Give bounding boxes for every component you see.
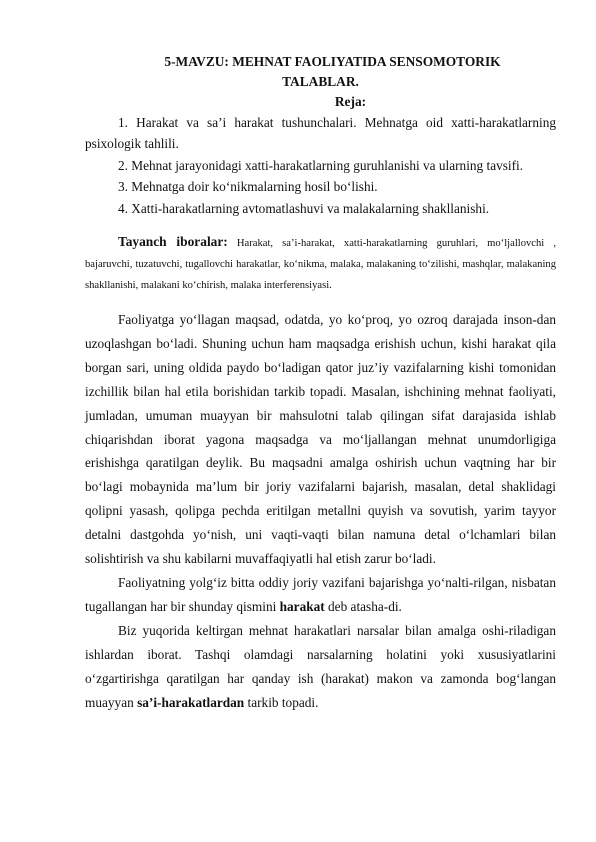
paragraph-3-text-b: tarkib topadi.	[244, 694, 319, 710]
document-title	[85, 52, 556, 92]
plan-item-2: 2. Mehnat jarayonidagi xatti-harakatlarning guruhlanishi va ularning tavsifi.	[118, 157, 524, 173]
keywords-paragraph	[85, 231, 556, 296]
title-line-2: TALABLAR.	[282, 74, 359, 89]
term-sai-harakatlardan: sa’i-harakatlardan	[137, 694, 245, 710]
plan-item-1: 1. Harakat va sa’i harakat tushunchalari. Mehnatga oid xatti-harakatlarning psixologik tahlili.	[85, 115, 556, 152]
document-page	[85, 52, 556, 714]
body-text	[85, 308, 556, 714]
paragraph-2-text-b: deb atasha-di.	[324, 598, 402, 614]
plan-item-4: 4. Xatti-harakatlarning avtomatlashuvi va malakalarning shakllanishi.	[118, 200, 490, 216]
title-line-1: 5-MAVZU: MEHNAT FAOLIYATIDA SENSOMOTORIK	[164, 54, 501, 69]
plan-list	[85, 112, 556, 219]
plan-heading: Reja:	[334, 94, 367, 109]
paragraph-3	[85, 619, 556, 715]
paragraph-3-text-a: Biz yuqorida keltirgan mehnat harakatlari narsalar bilan amalga oshi-riladigan ishlardan iborat. Tashqi olamdagi narsalarning holatini yoki xususiyatlarini o‘zgartirishga qaratilgan har qanday ish (harakat) makon va zamonda bog‘langan muayyan	[85, 622, 556, 710]
paragraph-2-text-a: Faoliyatning yolg‘iz bitta oddiy joriy vazifani bajarishga yo‘nalti-rilgan, nisbatan tugallangan har bir shunday qismini	[85, 575, 556, 614]
keywords-label: Tayanch iboralar:	[118, 234, 228, 250]
paragraph-1: Faoliyatga yo‘llagan maqsad, odatda, yo ko‘proq, yo ozroq darajada inson-dan uzoqlashgan bo‘ladi. Shuning uchun ham maqsadga erishish uchun, kishi harakat qila borgan sari, uning oldida paydo bo‘ladigan qator juz’iy vazifalarning kishi tomonidan izchillik bilan hal etila borishidan tarkib topadi. Masalan, ishchining mehnat faoliyati, jumladan, umuman muayyan bir mahsulotni talab qilingan sifat darajasida ishlab chiqarishdan iborat yagona maqsadga va mo‘ljallangan mehnat unumdorligiga erishishga qaratilgan deylik. Bu maqsadni amalga oshirish uchun vaqtning har bir bo‘lagi mobaynida ma’lum bir joriy vazifalarni bajarish, masalan, detal shaklidagi qolipni yasash, qolipga pechda eritilgan metallni quyish va sovutish, yarim tayyor detalni dastgohda yo‘nish, uni vaqti-vaqti bilan namuna detal o‘lchamlari bilan solishtirish va shu kabilarni muvaffaqiyatli hal etish zarur bo‘ladi.	[85, 312, 556, 567]
term-harakat: harakat	[279, 598, 325, 614]
paragraph-2	[85, 571, 556, 619]
plan-item-3: 3. Mehnatga doir ko‘nikmalarning hosil bo‘lishi.	[118, 179, 378, 195]
keywords-text: Harakat, sa’i-harakat, xatti-harakatlarning guruhlari, mo‘ljallovchi , bajaruvchi, tuzatuvchi, tugallovchi harakatlar, ko‘nikma, malaka, malakaning to‘zilishi, mashqlar, malakaning shakllanishi, malakani ko‘chirish, malaka interferensiyasi.	[85, 238, 556, 292]
